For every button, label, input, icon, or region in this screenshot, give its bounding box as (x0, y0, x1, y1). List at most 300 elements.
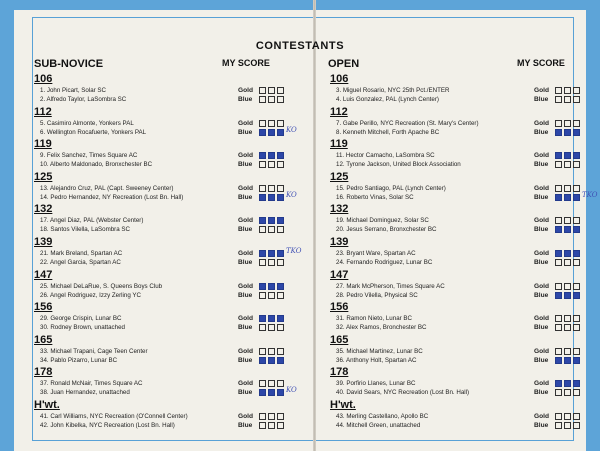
score-checkbox[interactable] (573, 161, 580, 168)
blue-corner-boxer: 30. Rodney Brown, unattached (40, 324, 125, 332)
page-title: CONTESTANTS (255, 40, 345, 52)
score-checkbox[interactable] (277, 259, 284, 266)
blue-corner-row (330, 291, 600, 300)
gold-corner-boxer: 37. Ronald McNair, Times Square AC (40, 380, 143, 388)
blue-label: Blue (238, 324, 253, 332)
score-checkbox[interactable] (573, 194, 580, 201)
score-checkbox[interactable] (573, 315, 580, 322)
gold-corner-row (330, 184, 600, 193)
blue-label: Blue (534, 161, 549, 169)
score-checkbox[interactable] (259, 389, 266, 396)
score-checkbox[interactable] (564, 185, 571, 192)
division-block (330, 236, 600, 267)
score-checkbox[interactable] (564, 348, 571, 355)
score-boxes (259, 422, 286, 431)
blue-corner-boxer: 6. Wellington Rocafuerte, Yonkers PAL (40, 128, 147, 136)
gold-label: Gold (534, 413, 550, 420)
blue-corner-boxer: 34. Pablo Pizarro, Lunar BC (40, 356, 118, 364)
score-boxes (555, 389, 582, 398)
score-checkbox[interactable] (277, 422, 284, 429)
weight-class: 132 (330, 203, 349, 216)
score-checkbox[interactable] (268, 357, 275, 364)
gold-corner-row (330, 412, 600, 421)
blue-label: Blue (238, 422, 253, 429)
score-checkbox[interactable] (259, 380, 266, 387)
score-checkbox[interactable] (573, 413, 580, 420)
gold-corner-row (34, 282, 304, 291)
score-checkbox[interactable] (259, 357, 266, 364)
division-block (34, 334, 304, 365)
blue-corner-boxer: 20. Jesus Serrano, Bronxchester BC (336, 226, 437, 234)
weight-class: 106 (330, 73, 349, 85)
score-checkbox[interactable] (555, 259, 562, 266)
blue-corner-boxer: 42. John Kibelka, NYC Recreation (Lost Bn. Hall) (40, 422, 175, 429)
score-checkbox[interactable] (573, 120, 580, 127)
score-checkbox[interactable] (573, 250, 580, 257)
blue-label: Blue (238, 226, 253, 234)
score-checkbox[interactable] (277, 152, 284, 159)
blue-corner-boxer: 2. Alfredo Taylor, LaSombra SC (40, 96, 127, 103)
score-checkbox[interactable] (564, 194, 571, 201)
score-checkbox[interactable] (564, 324, 571, 331)
score-checkbox[interactable] (259, 259, 266, 266)
gold-label: Gold (534, 119, 550, 127)
weight-class: 125 (34, 170, 53, 183)
score-checkbox[interactable] (277, 217, 284, 224)
score-checkbox[interactable] (573, 259, 580, 266)
score-checkbox[interactable] (573, 129, 580, 136)
blue-label: Blue (534, 291, 549, 299)
score-checkbox[interactable] (268, 152, 275, 159)
score-checkbox[interactable] (277, 226, 284, 233)
score-boxes (555, 357, 582, 366)
gold-corner-row (330, 151, 600, 160)
weight-class: 156 (330, 301, 349, 314)
score-checkbox[interactable] (564, 380, 571, 387)
division-block (34, 73, 304, 104)
score-checkbox[interactable] (268, 194, 275, 201)
score-checkbox[interactable] (277, 324, 284, 331)
gold-label: Gold (238, 315, 254, 323)
gold-label: Gold (238, 282, 254, 290)
gold-corner-row (330, 282, 600, 291)
score-checkbox[interactable] (555, 348, 562, 355)
score-checkbox[interactable] (555, 194, 562, 201)
score-checkbox[interactable] (555, 87, 562, 94)
score-checkbox[interactable] (277, 348, 284, 355)
blue-corner-row (34, 291, 304, 300)
score-checkbox[interactable] (268, 87, 275, 94)
gold-label: Gold (534, 217, 550, 225)
score-checkbox[interactable] (277, 357, 284, 364)
blue-corner-boxer: 38. Juan Hernandez, unattached (40, 389, 130, 397)
blue-corner-boxer: 32. Alex Ramos, Bronchester BC (336, 324, 427, 332)
score-checkbox[interactable] (259, 129, 266, 136)
division-block (34, 138, 304, 169)
handwritten-note: TKO (286, 247, 302, 255)
division-block (330, 171, 600, 202)
score-checkbox[interactable] (555, 129, 562, 136)
gold-corner-row (34, 86, 304, 95)
gold-label: Gold (238, 119, 254, 127)
division-block (34, 236, 304, 267)
gold-corner-boxer: 9. Felix Sanchez, Times Square AC (40, 152, 138, 160)
handwritten-note: KO (286, 386, 297, 395)
score-checkbox[interactable] (268, 389, 275, 396)
score-checkbox[interactable] (555, 389, 562, 396)
weight-class: 119 (330, 138, 348, 151)
score-boxes (259, 129, 286, 138)
gold-corner-boxer: 13. Alejandro Cruz, PAL (Capt. Sweeney Center) (40, 184, 174, 192)
blue-corner-boxer: 28. Pedro Vilella, Physical SC (336, 291, 418, 299)
score-checkbox[interactable] (564, 120, 571, 127)
score-checkbox[interactable] (277, 87, 284, 94)
score-checkbox[interactable] (268, 283, 275, 290)
gold-label: Gold (534, 184, 550, 192)
score-checkbox[interactable] (259, 226, 266, 233)
division-block (330, 138, 600, 169)
score-checkbox[interactable] (564, 422, 571, 429)
score-checkbox[interactable] (555, 152, 562, 159)
blue-corner-boxer: 4. Luis Gonzalez, PAL (Lynch Center) (336, 96, 439, 103)
score-boxes (259, 324, 286, 333)
score-checkbox[interactable] (277, 315, 284, 322)
blue-corner-boxer: 40. David Sears, NYC Recreation (Lost Bn. Hall) (336, 389, 470, 397)
score-checkbox[interactable] (259, 422, 266, 429)
gold-corner-row (34, 412, 304, 421)
gold-corner-boxer: 21. Mark Breland, Spartan AC (40, 250, 123, 257)
score-checkbox[interactable] (555, 226, 562, 233)
gold-label: Gold (534, 87, 550, 94)
blue-corner-boxer: 12. Tyrone Jackson, United Block Association (336, 161, 461, 169)
score-checkbox[interactable] (259, 283, 266, 290)
gold-corner-boxer: 25. Michael DeLaRue, S. Queens Boys Club (40, 282, 163, 290)
my-score-heading-right: MY SCORE (517, 58, 565, 68)
score-checkbox[interactable] (259, 96, 266, 103)
score-checkbox[interactable] (564, 259, 571, 266)
blue-corner-row (34, 190, 304, 202)
score-checkbox[interactable] (564, 129, 571, 136)
score-checkbox[interactable] (259, 413, 266, 420)
score-checkbox[interactable] (268, 217, 275, 224)
weight-class: 139 (330, 236, 349, 248)
score-checkbox[interactable] (555, 185, 562, 192)
score-boxes (259, 357, 286, 366)
gold-label: Gold (534, 250, 550, 257)
gold-corner-boxer: 19. Michael Dominguez, Solar SC (336, 217, 429, 225)
score-checkbox[interactable] (277, 96, 284, 103)
gold-corner-row (34, 151, 304, 160)
score-checkbox[interactable] (564, 152, 571, 159)
weight-class: 125 (330, 170, 349, 183)
score-checkbox[interactable] (268, 324, 275, 331)
score-checkbox[interactable] (573, 348, 580, 355)
score-checkbox[interactable] (259, 152, 266, 159)
division-block (330, 399, 600, 430)
score-checkbox[interactable] (555, 120, 562, 127)
score-boxes (555, 422, 582, 431)
score-boxes (259, 226, 286, 235)
gold-corner-boxer: 1. John Picart, Solar SC (40, 87, 107, 94)
score-checkbox[interactable] (555, 380, 562, 387)
score-checkbox[interactable] (564, 292, 571, 299)
score-checkbox[interactable] (268, 292, 275, 299)
division-block (330, 301, 600, 332)
blue-label: Blue (534, 356, 549, 364)
division-block (34, 366, 304, 397)
score-checkbox[interactable] (268, 161, 275, 168)
blue-corner-row (330, 388, 600, 397)
score-checkbox[interactable] (277, 413, 284, 420)
gold-corner-row (34, 249, 304, 258)
division-block (330, 73, 600, 104)
score-boxes (555, 129, 582, 138)
gold-label: Gold (534, 315, 550, 323)
weight-class: 178 (330, 366, 349, 379)
gold-corner-boxer: 7. Gabe Perillo, NYC Recreation (St. Mary's Center) (336, 119, 479, 127)
score-checkbox[interactable] (555, 413, 562, 420)
handwritten-note: KO (286, 190, 297, 199)
gold-label: Gold (238, 413, 254, 420)
gold-label: Gold (238, 250, 254, 257)
handwritten-note: TKO (582, 190, 598, 199)
gold-label: Gold (238, 380, 254, 388)
score-checkbox[interactable] (277, 292, 284, 299)
blue-corner-boxer: 8. Kenneth Mitchell, Forth Apache BC (336, 128, 440, 136)
score-checkbox[interactable] (268, 96, 275, 103)
gold-label: Gold (238, 217, 254, 225)
weight-class: 147 (34, 268, 53, 281)
score-checkbox[interactable] (268, 380, 275, 387)
score-checkbox[interactable] (259, 315, 266, 322)
division-block (330, 106, 600, 137)
blue-label: Blue (238, 161, 253, 169)
blue-corner-row (34, 95, 304, 104)
gold-corner-boxer: 17. Angel Diaz, PAL (Webster Center) (40, 217, 144, 225)
blue-corner-boxer: 18. Santos Vilella, LaSombra SC (40, 226, 130, 234)
gold-corner-row (330, 86, 600, 95)
division-block (34, 106, 304, 137)
gold-corner-row (330, 379, 600, 388)
score-checkbox[interactable] (277, 389, 284, 396)
score-checkbox[interactable] (573, 96, 580, 103)
blue-corner-row (34, 125, 304, 137)
blue-corner-boxer: 44. Mitchell Green, unattached (336, 422, 421, 429)
score-boxes (259, 389, 286, 398)
gold-corner-boxer: 29. George Crispin, Lunar BC (40, 315, 122, 323)
gold-label: Gold (238, 347, 254, 355)
blue-corner-boxer: 26. Angel Rodriguez, Izzy Zerling YC (40, 291, 141, 299)
score-checkbox[interactable] (555, 283, 562, 290)
blue-label: Blue (238, 128, 253, 136)
score-checkbox[interactable] (277, 194, 284, 201)
score-checkbox[interactable] (268, 120, 275, 127)
score-boxes (259, 161, 286, 170)
division-block (34, 399, 304, 430)
score-checkbox[interactable] (277, 129, 284, 136)
score-checkbox[interactable] (573, 87, 580, 94)
score-boxes (259, 259, 286, 268)
score-checkbox[interactable] (277, 250, 284, 257)
score-checkbox[interactable] (268, 413, 275, 420)
blue-label: Blue (534, 422, 549, 429)
score-checkbox[interactable] (564, 413, 571, 420)
score-checkbox[interactable] (564, 217, 571, 224)
score-checkbox[interactable] (573, 380, 580, 387)
score-checkbox[interactable] (573, 292, 580, 299)
score-checkbox[interactable] (555, 161, 562, 168)
score-checkbox[interactable] (268, 422, 275, 429)
score-checkbox[interactable] (268, 250, 275, 257)
weight-class: 112 (330, 105, 348, 118)
blue-corner-boxer: 24. Fernando Rodriguez, Lunar BC (336, 259, 433, 266)
score-checkbox[interactable] (564, 389, 571, 396)
score-checkbox[interactable] (259, 292, 266, 299)
blue-label: Blue (238, 96, 253, 103)
score-checkbox[interactable] (259, 87, 266, 94)
weight-class: 119 (34, 138, 52, 151)
score-checkbox[interactable] (555, 422, 562, 429)
score-checkbox[interactable] (259, 348, 266, 355)
blue-corner-row (34, 323, 304, 332)
blue-label: Blue (238, 356, 253, 364)
score-checkbox[interactable] (573, 389, 580, 396)
weight-class: 165 (330, 333, 349, 346)
score-checkbox[interactable] (268, 129, 275, 136)
program-page (14, 0, 598, 451)
weight-class: 178 (34, 366, 53, 379)
division-block (330, 366, 600, 397)
gold-corner-boxer: 11. Hector Camacho, LaSombra SC (336, 152, 435, 160)
blue-corner-row (34, 388, 304, 397)
score-checkbox[interactable] (573, 226, 580, 233)
score-checkbox[interactable] (555, 217, 562, 224)
gold-corner-boxer: 15. Pedro Santiago, PAL (Lynch Center) (336, 184, 446, 192)
score-checkbox[interactable] (555, 292, 562, 299)
score-checkbox[interactable] (268, 185, 275, 192)
score-checkbox[interactable] (259, 185, 266, 192)
score-checkbox[interactable] (259, 324, 266, 331)
gold-corner-row (34, 347, 304, 356)
weight-class: 147 (330, 268, 349, 281)
blue-corner-boxer: 36. Anthony Holt, Spartan AC (336, 356, 417, 364)
blue-corner-row (330, 225, 600, 234)
gold-corner-row (330, 119, 600, 128)
score-checkbox[interactable] (555, 250, 562, 257)
weight-class: H'wt. (330, 399, 356, 411)
score-checkbox[interactable] (268, 315, 275, 322)
score-checkbox[interactable] (564, 87, 571, 94)
gold-corner-row (34, 379, 304, 388)
score-checkbox[interactable] (573, 185, 580, 192)
weight-class: 156 (34, 301, 53, 314)
score-boxes (555, 292, 582, 301)
blue-corner-boxer: 16. Roberto Vinas, Solar SC (336, 193, 414, 201)
gold-corner-row (34, 119, 304, 128)
weight-class: 112 (34, 105, 52, 118)
blue-corner-row (330, 258, 600, 267)
blue-label: Blue (534, 324, 549, 332)
column-heading-sub-novice: SUB-NOVICE (34, 58, 104, 70)
score-checkbox[interactable] (573, 152, 580, 159)
handwritten-note: KO (286, 125, 297, 134)
gold-label: Gold (534, 380, 550, 388)
score-boxes (555, 194, 582, 203)
score-checkbox[interactable] (259, 120, 266, 127)
score-checkbox[interactable] (259, 217, 266, 224)
blue-label: Blue (238, 389, 253, 397)
score-checkbox[interactable] (277, 283, 284, 290)
score-checkbox[interactable] (555, 96, 562, 103)
division-block (34, 301, 304, 332)
score-checkbox[interactable] (564, 357, 571, 364)
gold-corner-boxer: 39. Porfirio Llanes, Lunar BC (336, 380, 416, 388)
score-checkbox[interactable] (564, 161, 571, 168)
blue-corner-row (330, 160, 600, 169)
score-checkbox[interactable] (277, 185, 284, 192)
gold-corner-boxer: 33. Michael Trapani, Cage Teen Center (40, 347, 148, 355)
score-checkbox[interactable] (564, 315, 571, 322)
gold-label: Gold (238, 184, 254, 192)
score-checkbox[interactable] (259, 161, 266, 168)
score-checkbox[interactable] (277, 380, 284, 387)
gold-corner-boxer: 5. Casimiro Almonte, Yonkers PAL (40, 119, 134, 127)
score-boxes (555, 324, 582, 333)
score-checkbox[interactable] (277, 120, 284, 127)
score-checkbox[interactable] (573, 217, 580, 224)
blue-label: Blue (534, 128, 549, 136)
division-block (34, 203, 304, 234)
score-checkbox[interactable] (573, 357, 580, 364)
gold-label: Gold (238, 87, 254, 94)
gold-label: Gold (534, 152, 550, 160)
score-checkbox[interactable] (259, 194, 266, 201)
blue-label: Blue (238, 291, 253, 299)
score-checkbox[interactable] (555, 357, 562, 364)
blue-label: Blue (534, 259, 549, 266)
score-checkbox[interactable] (555, 315, 562, 322)
score-checkbox[interactable] (564, 250, 571, 257)
score-boxes (555, 226, 582, 235)
score-checkbox[interactable] (573, 283, 580, 290)
score-checkbox[interactable] (564, 226, 571, 233)
weight-class: 106 (34, 73, 53, 85)
gold-corner-row (330, 347, 600, 356)
score-checkbox[interactable] (573, 324, 580, 331)
score-boxes (555, 259, 582, 268)
gold-corner-boxer: 27. Mark McPherson, Times Square AC (336, 282, 445, 290)
score-checkbox[interactable] (268, 259, 275, 266)
blue-corner-row (330, 421, 600, 430)
score-checkbox[interactable] (277, 161, 284, 168)
gold-corner-boxer: 31. Ramon Nieto, Lunar BC (336, 315, 413, 323)
blue-corner-boxer: 14. Pedro Hernandez, NY Recreation (Lost Bn. Hall) (40, 193, 184, 201)
blue-label: Blue (534, 193, 549, 201)
blue-label: Blue (534, 96, 549, 103)
gold-corner-boxer: 3. Miguel Rosario, NYC 25th Pct./ENTER (336, 87, 450, 94)
score-checkbox[interactable] (573, 422, 580, 429)
blue-corner-row (34, 258, 304, 267)
score-checkbox[interactable] (259, 250, 266, 257)
score-checkbox[interactable] (268, 348, 275, 355)
blue-corner-row (34, 356, 304, 365)
score-checkbox[interactable] (555, 324, 562, 331)
score-checkbox[interactable] (564, 283, 571, 290)
score-checkbox[interactable] (564, 96, 571, 103)
my-score-heading-left: MY SCORE (222, 58, 270, 68)
score-checkbox[interactable] (268, 226, 275, 233)
gold-corner-row (330, 216, 600, 225)
